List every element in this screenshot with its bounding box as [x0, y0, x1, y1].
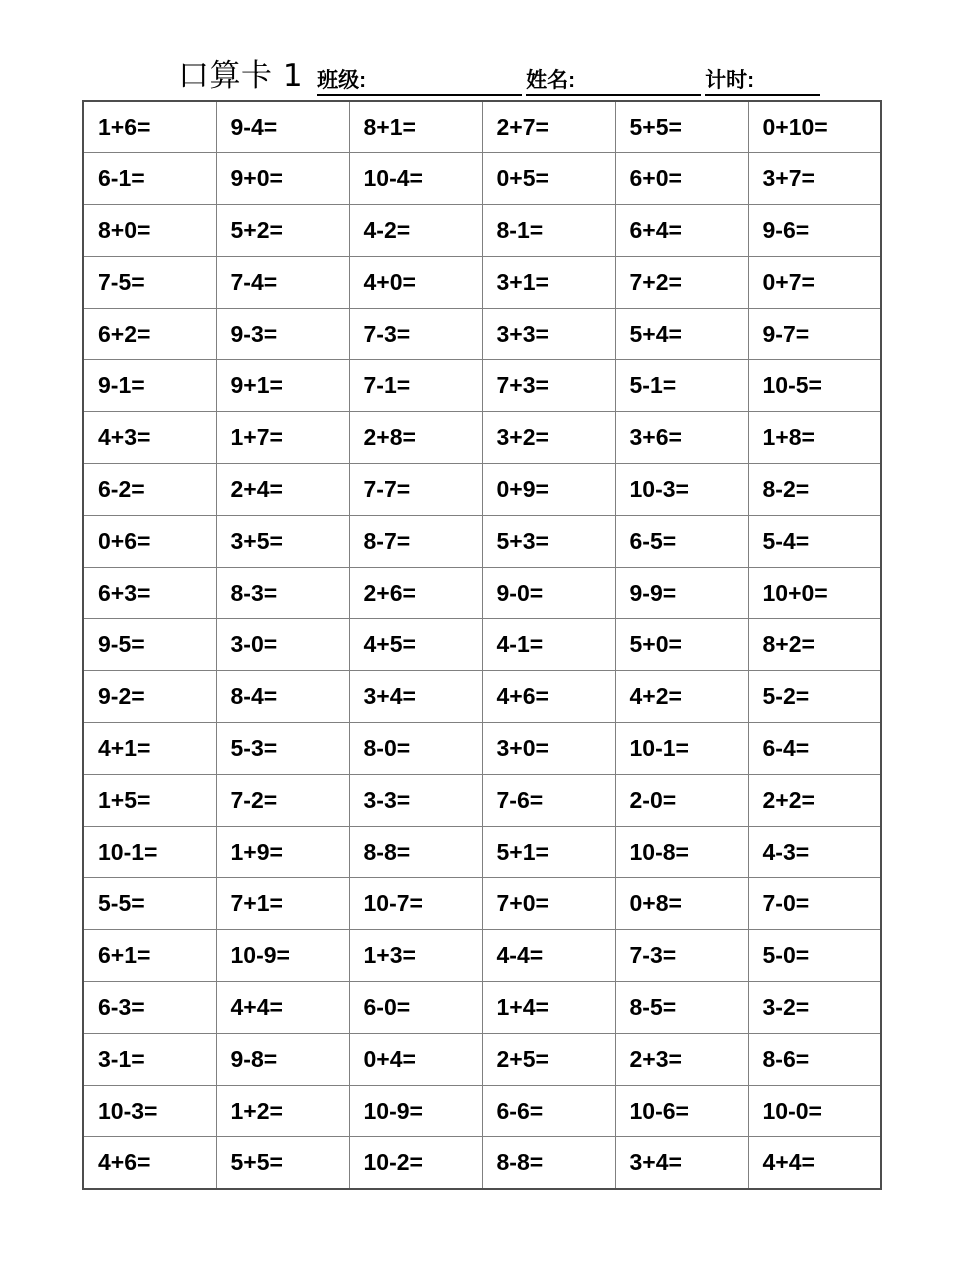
problem-cell[interactable]: 10-2=	[349, 1137, 482, 1189]
table-row	[83, 826, 881, 878]
class-field[interactable]	[317, 70, 522, 96]
problem-cell[interactable]: 6+4=	[615, 205, 748, 257]
problem-cell[interactable]: 10-9=	[216, 930, 349, 982]
problem-cell[interactable]: 8-8=	[349, 826, 482, 878]
problem-cell[interactable]: 4+5=	[349, 619, 482, 671]
table-row	[83, 1033, 881, 1085]
problem-cell[interactable]: 8+1=	[349, 101, 482, 153]
problem-cell[interactable]: 1+9=	[216, 826, 349, 878]
problem-cell[interactable]: 9-0=	[482, 567, 615, 619]
table-row	[83, 101, 881, 153]
problem-cell[interactable]: 0+7=	[748, 256, 881, 308]
name-field[interactable]	[526, 70, 701, 96]
problem-cell[interactable]: 9-5=	[83, 619, 216, 671]
problem-cell[interactable]: 9-1=	[83, 360, 216, 412]
table-row	[83, 308, 881, 360]
problem-cell[interactable]: 5-0=	[748, 930, 881, 982]
problem-cell[interactable]: 5+3=	[482, 515, 615, 567]
problem-cell[interactable]: 8-5=	[615, 982, 748, 1034]
problem-cell[interactable]: 0+10=	[748, 101, 881, 153]
problem-cell[interactable]: 3+4=	[615, 1137, 748, 1189]
problem-cell[interactable]: 8-1=	[482, 205, 615, 257]
problem-cell[interactable]: 10-7=	[349, 878, 482, 930]
problem-cell[interactable]: 1+4=	[482, 982, 615, 1034]
problem-cell[interactable]: 9-2=	[83, 671, 216, 723]
problem-cell[interactable]: 6-4=	[748, 723, 881, 775]
problem-cell[interactable]: 4+1=	[83, 723, 216, 775]
problem-cell[interactable]: 3-2=	[748, 982, 881, 1034]
timer-field[interactable]	[705, 70, 820, 96]
problem-cell[interactable]: 4+3=	[83, 412, 216, 464]
problem-cell[interactable]: 4+4=	[216, 982, 349, 1034]
problem-cell[interactable]: 10-6=	[615, 1085, 748, 1137]
problem-cell[interactable]: 0+8=	[615, 878, 748, 930]
problem-cell[interactable]: 9-8=	[216, 1033, 349, 1085]
problem-cell[interactable]: 5-3=	[216, 723, 349, 775]
problem-cell[interactable]: 4-4=	[482, 930, 615, 982]
table-row	[83, 412, 881, 464]
problem-cell[interactable]: 7+2=	[615, 256, 748, 308]
problem-cell[interactable]: 6+1=	[83, 930, 216, 982]
timer-field-label: 计时:	[705, 69, 755, 92]
problem-cell[interactable]: 7-4=	[216, 256, 349, 308]
problem-cell[interactable]: 10+0=	[748, 567, 881, 619]
problem-cell[interactable]: 2+3=	[615, 1033, 748, 1085]
table-row	[83, 1137, 881, 1189]
problem-cell[interactable]: 10-0=	[748, 1085, 881, 1137]
problem-cell[interactable]: 9-3=	[216, 308, 349, 360]
problem-grid	[82, 100, 882, 1190]
problem-cell[interactable]: 7-0=	[748, 878, 881, 930]
problem-cell[interactable]: 4-1=	[482, 619, 615, 671]
table-row	[83, 1085, 881, 1137]
problem-cell[interactable]: 6-0=	[349, 982, 482, 1034]
problem-cell[interactable]: 1+5=	[83, 774, 216, 826]
problem-cell[interactable]: 6+0=	[615, 153, 748, 205]
problem-cell[interactable]: 4+6=	[482, 671, 615, 723]
class-field-label: 班级:	[317, 69, 367, 92]
problem-cell[interactable]: 6+2=	[83, 308, 216, 360]
problem-cell[interactable]: 7+1=	[216, 878, 349, 930]
table-row	[83, 567, 881, 619]
problem-cell[interactable]: 7-2=	[216, 774, 349, 826]
problem-cell[interactable]: 3+2=	[482, 412, 615, 464]
problem-cell[interactable]: 3+7=	[748, 153, 881, 205]
problem-cell[interactable]: 4+4=	[748, 1137, 881, 1189]
problem-cell[interactable]: 5-1=	[615, 360, 748, 412]
problem-cell[interactable]: 7-7=	[349, 464, 482, 516]
problem-cell[interactable]: 1+2=	[216, 1085, 349, 1137]
problem-cell[interactable]: 3+5=	[216, 515, 349, 567]
problem-cell[interactable]: 10-1=	[615, 723, 748, 775]
problem-cell[interactable]: 8+0=	[83, 205, 216, 257]
problem-grid-body	[83, 101, 881, 1189]
problem-cell[interactable]: 6-2=	[83, 464, 216, 516]
problem-cell[interactable]: 1+3=	[349, 930, 482, 982]
problem-cell[interactable]: 3+3=	[482, 308, 615, 360]
problem-cell[interactable]: 10-4=	[349, 153, 482, 205]
problem-cell[interactable]: 9+1=	[216, 360, 349, 412]
problem-cell[interactable]: 10-3=	[615, 464, 748, 516]
problem-cell[interactable]: 7-6=	[482, 774, 615, 826]
problem-cell[interactable]: 2+6=	[349, 567, 482, 619]
problem-cell[interactable]: 9-9=	[615, 567, 748, 619]
table-row	[83, 619, 881, 671]
problem-cell[interactable]: 3-3=	[349, 774, 482, 826]
problem-cell[interactable]: 1+8=	[748, 412, 881, 464]
problem-cell[interactable]: 3+6=	[615, 412, 748, 464]
table-row	[83, 982, 881, 1034]
problem-cell[interactable]: 0+9=	[482, 464, 615, 516]
problem-cell[interactable]: 7-3=	[349, 308, 482, 360]
problem-cell[interactable]: 8-7=	[349, 515, 482, 567]
worksheet-header	[82, 48, 882, 96]
problem-cell[interactable]: 7+3=	[482, 360, 615, 412]
problem-cell[interactable]: 1+7=	[216, 412, 349, 464]
problem-cell[interactable]: 8-0=	[349, 723, 482, 775]
page-title: 口算卡 1	[178, 58, 304, 94]
problem-cell[interactable]: 2+5=	[482, 1033, 615, 1085]
table-row	[83, 360, 881, 412]
problem-cell[interactable]: 4-2=	[349, 205, 482, 257]
problem-cell[interactable]: 5-2=	[748, 671, 881, 723]
problem-cell[interactable]: 5+5=	[615, 101, 748, 153]
problem-cell[interactable]: 3-1=	[83, 1033, 216, 1085]
problem-cell[interactable]: 6-1=	[83, 153, 216, 205]
problem-cell[interactable]: 5+2=	[216, 205, 349, 257]
table-row	[83, 256, 881, 308]
problem-cell[interactable]: 2+7=	[482, 101, 615, 153]
problem-cell[interactable]: 9-6=	[748, 205, 881, 257]
problem-cell[interactable]: 8-3=	[216, 567, 349, 619]
problem-cell[interactable]: 7-1=	[349, 360, 482, 412]
problem-cell[interactable]: 10-1=	[83, 826, 216, 878]
problem-cell[interactable]: 9-7=	[748, 308, 881, 360]
table-row	[83, 153, 881, 205]
problem-cell[interactable]: 10-8=	[615, 826, 748, 878]
problem-cell[interactable]: 5+4=	[615, 308, 748, 360]
problem-cell[interactable]: 10-9=	[349, 1085, 482, 1137]
problem-cell[interactable]: 4-3=	[748, 826, 881, 878]
problem-cell[interactable]: 6-3=	[83, 982, 216, 1034]
table-row	[83, 930, 881, 982]
problem-cell[interactable]: 5+1=	[482, 826, 615, 878]
problem-cell[interactable]: 4+0=	[349, 256, 482, 308]
problem-cell[interactable]: 5+5=	[216, 1137, 349, 1189]
problem-cell[interactable]: 2+8=	[349, 412, 482, 464]
table-row	[83, 774, 881, 826]
table-row	[83, 515, 881, 567]
name-field-label: 姓名:	[526, 69, 576, 92]
problem-cell[interactable]: 8-2=	[748, 464, 881, 516]
problem-cell[interactable]: 10-3=	[83, 1085, 216, 1137]
problem-cell[interactable]: 2+2=	[748, 774, 881, 826]
problem-cell[interactable]: 3+1=	[482, 256, 615, 308]
problem-cell[interactable]: 0+4=	[349, 1033, 482, 1085]
problem-cell[interactable]: 5-4=	[748, 515, 881, 567]
problem-cell[interactable]: 3+4=	[349, 671, 482, 723]
problem-cell[interactable]: 9-4=	[216, 101, 349, 153]
table-row	[83, 205, 881, 257]
problem-cell[interactable]: 0+6=	[83, 515, 216, 567]
problem-cell[interactable]: 0+5=	[482, 153, 615, 205]
problem-cell[interactable]: 4+6=	[83, 1137, 216, 1189]
problem-cell[interactable]: 6+3=	[83, 567, 216, 619]
problem-cell[interactable]: 5-5=	[83, 878, 216, 930]
problem-cell[interactable]: 8-4=	[216, 671, 349, 723]
problem-cell[interactable]: 9+0=	[216, 153, 349, 205]
problem-cell[interactable]: 7-5=	[83, 256, 216, 308]
problem-cell[interactable]: 2-0=	[615, 774, 748, 826]
problem-cell[interactable]: 8+2=	[748, 619, 881, 671]
problem-cell[interactable]: 2+4=	[216, 464, 349, 516]
problem-cell[interactable]: 5+0=	[615, 619, 748, 671]
problem-cell[interactable]: 7-3=	[615, 930, 748, 982]
problem-cell[interactable]: 6-5=	[615, 515, 748, 567]
problem-cell[interactable]: 3+0=	[482, 723, 615, 775]
problem-cell[interactable]: 8-8=	[482, 1137, 615, 1189]
table-row	[83, 671, 881, 723]
problem-cell[interactable]: 6-6=	[482, 1085, 615, 1137]
table-row	[83, 464, 881, 516]
problem-cell[interactable]: 1+6=	[83, 101, 216, 153]
problem-cell[interactable]: 10-5=	[748, 360, 881, 412]
problem-cell[interactable]: 4+2=	[615, 671, 748, 723]
problem-cell[interactable]: 8-6=	[748, 1033, 881, 1085]
table-row	[83, 878, 881, 930]
problem-cell[interactable]: 7+0=	[482, 878, 615, 930]
problem-cell[interactable]: 3-0=	[216, 619, 349, 671]
table-row	[83, 723, 881, 775]
